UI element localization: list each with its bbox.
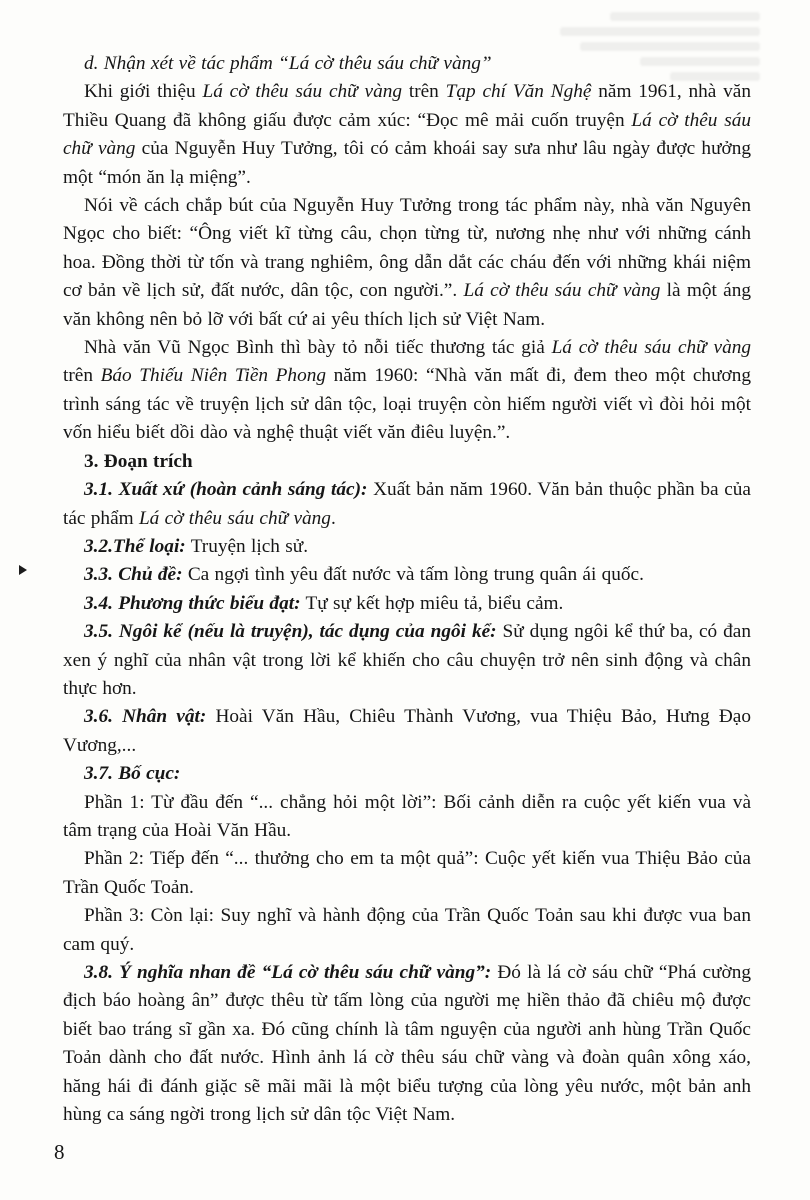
text-run: Lá cờ thêu sáu chữ vàng — [202, 81, 403, 103]
text-run: 3.3. Chủ đề: — [84, 564, 183, 586]
text-run: Sử dụng ngôi kể thứ ba, có đan xen ý nghĩ của nhân vật trong lời kể khiến cho câu chuyện trở nên sinh động và chân thực hơn. — [63, 621, 751, 699]
text-run: Phần 2: Tiếp đến “... thưởng cho em ta một quả”: Cuộc yết kiến vua Thiệu Bảo của Trần Quốc Toản. — [63, 848, 751, 898]
page-number: 8 — [54, 1140, 65, 1164]
text-run: Nói về cách chắp bút của Nguyễn Huy Tưởng trong tác phẩm này, nhà văn Nguyên Ngọc cho biết: “Ông viết kĩ từng câu, chọn từng từ, nương nhẹ như với những cánh hoa. Đồng thời từ tốn và trang nghiêm, ông dẫn dắt các cháu đến với những khái niệm cơ bản về lịch sử, đất nước, dân tộc, con người.”. — [63, 195, 751, 302]
item-3-8-y-nghia-nhan-de — [63, 959, 751, 1129]
text-run: Phần 1: Từ đầu đến “... chẳng hỏi một lời”: Bối cảnh diễn ra cuộc yết kiến vua và tâm trạng của Hoài Văn Hầu. — [63, 791, 751, 841]
bleed-line — [560, 27, 760, 36]
text-run: 3.4. Phương thức biểu đạt: — [84, 592, 301, 614]
document-body — [63, 50, 751, 1129]
text-run: 3.8. Ý nghĩa nhan đề “Lá cờ thêu sáu chữ vàng”: — [84, 962, 492, 983]
text-run: Ca ngợi tình yêu đất nước và tấm lòng trung quân ái quốc. — [182, 564, 644, 586]
item-3-6-nhan-vat — [63, 703, 751, 760]
text-run: Xuất bản năm 1960. Văn bản thuộc phần ba của tác phẩm — [63, 479, 751, 529]
item-3-5-ngoi-ke — [63, 618, 751, 703]
paragraph-thieu-quang — [63, 78, 751, 192]
heading-doan-trich — [63, 448, 751, 476]
text-run: 3.1. Xuất xứ (hoàn cảnh sáng tác): — [84, 479, 368, 501]
text-run: năm 1961, nhà văn Thiều Quang đã không giấu được cảm xúc: “Đọc mê mải cuốn truyện — [63, 81, 751, 131]
text-run: Phần 3: Còn lại: Suy nghĩ và hành động của Trần Quốc Toản sau khi được vua ban cam quý. — [63, 905, 751, 955]
item-3-7-bo-cuc — [63, 760, 751, 788]
text-run: 3. Đoạn trích — [84, 450, 193, 472]
item-phan-1 — [63, 789, 751, 846]
paragraph-nguyen-ngoc — [63, 192, 751, 334]
item-3-4-phuong-thuc-bieu-dat — [63, 590, 751, 618]
item-3-2-the-loai — [63, 533, 751, 561]
text-run: Tạp chí Văn Nghệ — [445, 81, 592, 103]
text-run: 3.5. Ngôi kể (nếu là truyện), tác dụng của ngôi kể: — [84, 621, 497, 643]
text-run: Đó là lá cờ sáu chữ “Phá cường địch báo hoàng ân” được thêu từ tấm lòng của người mẹ hiền thảo đã chiêu mộ được biết bao tráng sĩ gần xa. Đó cũng chính là tâm nguyện của người anh hùng Trần Quốc Toản dành cho đất nước. Hình ảnh lá cờ thêu sáu chữ vàng và đoàn quân xông xáo, hăng hái đi đánh giặc sẽ mãi mãi là một biểu tượng của lòng yêu nước, một bản anh hùng ca sáng ngời trong lịch sử dân tộc Việt Nam. — [63, 962, 751, 1126]
item-3-3-chu-de — [63, 561, 751, 589]
item-3-1-xuat-xu — [63, 476, 751, 533]
text-run: Lá cờ thêu sáu chữ vàng — [138, 507, 331, 529]
text-run: d. Nhận xét về tác phẩm “Lá cờ thêu sáu chữ vàng” — [84, 53, 492, 74]
text-run: 3.2.Thể loại: — [84, 535, 186, 557]
text-run: Báo Thiếu Niên Tiền Phong — [100, 365, 326, 387]
item-phan-2 — [63, 845, 751, 902]
text-run: . — [330, 507, 336, 529]
text-run: Tự sự kết hợp miêu tả, biểu cảm. — [300, 592, 564, 614]
text-run: 3.6. Nhân vật: — [84, 706, 207, 728]
text-run: 3.7. Bố cục: — [84, 763, 181, 785]
text-run: Lá cờ thêu sáu chữ vàng — [551, 337, 751, 359]
text-run: là một áng văn không nên bỏ lỡ với bất cứ ai yêu thích lịch sử Việt Nam. — [63, 280, 751, 330]
item-phan-3 — [63, 902, 751, 959]
paragraph-vu-ngoc-binh — [63, 334, 751, 448]
section-heading-d — [63, 50, 751, 78]
text-run: năm 1960: “Nhà văn mất đi, đem theo một chương trình sáng tác về truyện lịch sử dân tộc, loại truyện còn hiếm người viết vì đòi hỏi một vốn hiểu biết dồi dào và nghệ thuật viết văn điêu luyện.”. — [63, 365, 751, 444]
text-run: Lá cờ thêu sáu chữ vàng — [463, 280, 661, 302]
text-run: Hoài Văn Hầu, Chiêu Thành Vương, vua Thiệu Bảo, Hưng Đạo Vương,... — [63, 706, 751, 756]
text-run: Truyện lịch sử. — [185, 535, 309, 557]
text-run: Nhà văn Vũ Ngọc Bình thì bày tỏ nỗi tiếc thương tác giả — [84, 337, 552, 359]
text-run: của Nguyễn Huy Tưởng, tôi có cảm khoái say sưa như lâu ngày được hưởng một “món ăn lạ miệng”. — [63, 138, 752, 188]
text-run: trên — [402, 81, 446, 103]
margin-ink-mark — [19, 565, 27, 575]
text-run: Khi giới thiệu — [84, 81, 203, 103]
text-run: Lá cờ thêu sáu chữ vàng — [63, 109, 751, 160]
bleed-line — [610, 12, 760, 21]
text-run: trên — [63, 365, 101, 387]
